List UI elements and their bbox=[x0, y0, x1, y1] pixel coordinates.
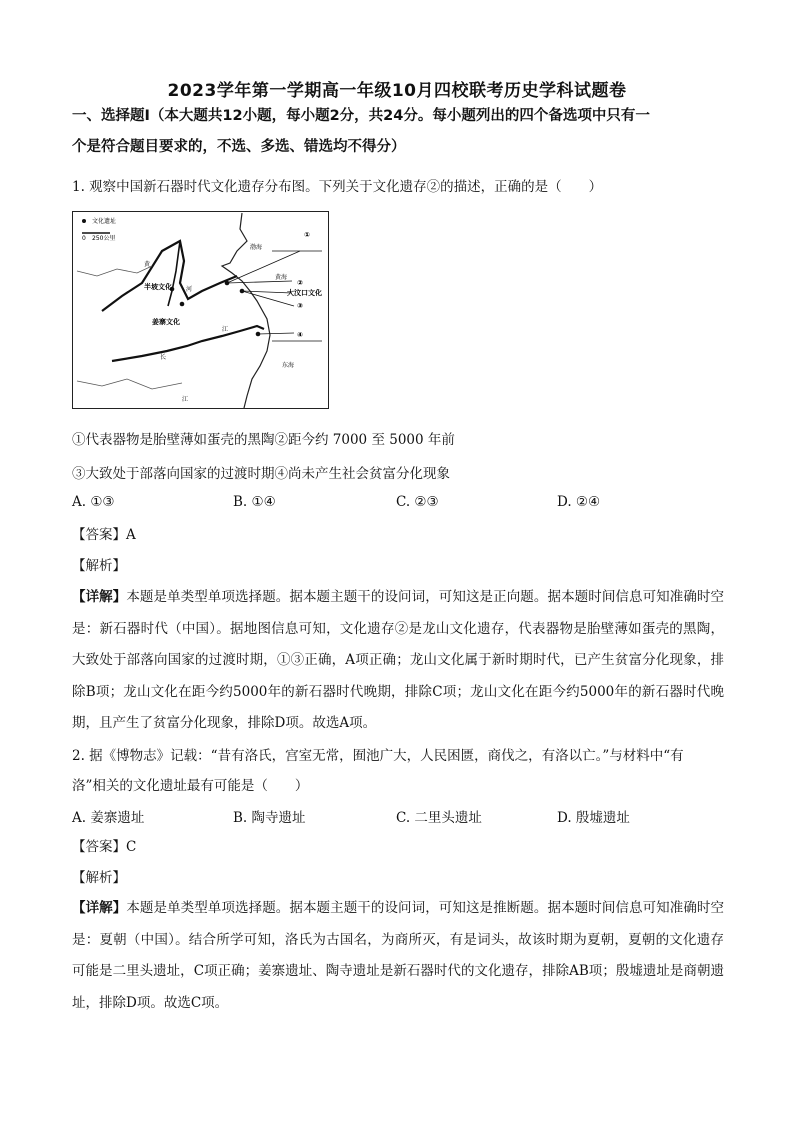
q1-statement-2: ③大致处于部落向国家的过渡时期④尚未产生社会贫富分化现象 bbox=[72, 466, 450, 482]
q2-stem-line2: 洛”相关的文化遗址最有可能是（ ） bbox=[72, 778, 309, 794]
q1-stem: 1. 观察中国新石器时代文化遗存分布图。下列关于文化遗存②的描述，正确的是（ ） bbox=[72, 179, 603, 195]
q2-analysis-label: 【解析】 bbox=[72, 870, 126, 886]
q1-statement-1: ①代表器物是胎壁薄如蛋壳的黑陶②距今约 7000 至 5000 年前 bbox=[72, 432, 455, 448]
q1-option-d[interactable]: D. ②④ bbox=[557, 494, 601, 510]
section-heading-line1: 一、选择题Ⅰ（本大题共12小题，每小题2分，共24分。每小题列出的四个备选项中只有一 bbox=[72, 108, 650, 124]
map-label-jiang-2: 江 bbox=[182, 396, 189, 403]
q2-option-d[interactable]: D. 殷墟遗址 bbox=[557, 810, 630, 826]
exam-title: 2023学年第一学期高一年级10月四校联考历史学科试题卷 bbox=[167, 81, 627, 101]
q1-analysis-label: 【解析】 bbox=[72, 558, 126, 574]
map-label-1: ① bbox=[304, 231, 310, 239]
q1-answer: 【答案】A bbox=[72, 527, 136, 543]
q1-option-c[interactable]: C. ②③ bbox=[396, 494, 439, 510]
map-label-3: ③ bbox=[297, 302, 303, 310]
map-label-he: 河 bbox=[186, 286, 193, 293]
svg-text:0: 0 bbox=[82, 235, 86, 242]
q2-detail-text: 本题是单类型单项选择题。据本题主题干的设问词，可知这是推断题。据本题时间信息可知准确时空是：夏朝（中国）。结合所学可知，洛氏为古国名，为商所灭，有是词头，故该时期为夏朝，夏朝的文化遗存可能是二里头遗址，C项正确；姜寨遗址、陶寺遗址是新石器时代的文化遗存，排除AB项；殷墟遗址是商朝遗址，排除D项。故选C项。 bbox=[72, 900, 725, 1011]
jiangzhai-site bbox=[180, 302, 185, 307]
q2-options bbox=[72, 806, 732, 826]
map-label-huang: 黄 bbox=[144, 261, 151, 268]
section-heading-line2: 个是符合题目要求的，不选、多选、错选均不得分） bbox=[72, 139, 406, 155]
legend-site-label: 文化遗址 bbox=[92, 218, 117, 225]
q1-options bbox=[72, 494, 732, 514]
map-label-jiangzhai: 姜寨文化 bbox=[152, 318, 180, 326]
map-label-huanghai: 黄海 bbox=[275, 274, 288, 281]
map-label-2: ② bbox=[297, 279, 303, 287]
map-label-bohai: 渤海 bbox=[250, 244, 263, 251]
map-label-jiang: 江 bbox=[222, 326, 229, 333]
map-svg bbox=[72, 211, 329, 409]
q1-option-a[interactable]: A. ①③ bbox=[72, 494, 115, 510]
map-label-donghai: 东海 bbox=[282, 362, 295, 369]
q1-detail-tag: 【详解】 bbox=[72, 589, 127, 605]
q2-answer: 【答案】C bbox=[72, 839, 137, 855]
map-label-4: ④ bbox=[297, 331, 303, 339]
q1-detail-text: 本题是单类型单项选择题。据本题主题干的设问词，可知这是正向题。据本题时间信息可知准确时空是：新石器时代（中国）。据地图信息可知，文化遗存②是龙山文化遗存，代表器物是胎壁薄如蛋壳的黑陶，大致处于部落向国家的过渡时期，①③正确，A项正确；龙山文化属于新时期时代，已产生贫富分化现象，排除B项；龙山文化在距今约5000年的新石器时代晚期，排除C项；龙山文化在距今约5000年的新石器时代晚期，且产生了贫富分化现象，排除D项。故选A项。 bbox=[72, 589, 725, 731]
q2-detail bbox=[72, 893, 724, 1019]
q2-option-c[interactable]: C. 二里头遗址 bbox=[396, 810, 482, 826]
q1-option-b[interactable]: B. ①④ bbox=[233, 494, 276, 510]
legend-site-icon bbox=[82, 219, 86, 223]
map-label-dawenkou: 大汶口文化 bbox=[287, 289, 322, 297]
map-label-banpo: 半坡文化 bbox=[144, 283, 172, 291]
q1-detail bbox=[72, 582, 724, 740]
q2-option-b[interactable]: B. 陶寺遗址 bbox=[233, 810, 306, 826]
q2-detail-tag: 【详解】 bbox=[72, 900, 127, 916]
map-label-chang: 长 bbox=[160, 354, 167, 361]
legend-scale-label: 250公里 bbox=[92, 235, 116, 242]
culture-distribution-map bbox=[72, 211, 329, 409]
q2-stem-line1: 2. 据《博物志》记载：“昔有洛氏，宫室无常，囿池广大，人民困匮，商伐之，有洛以亡。”与材料中“有 bbox=[72, 748, 684, 764]
q2-option-a[interactable]: A. 姜寨遗址 bbox=[72, 810, 145, 826]
